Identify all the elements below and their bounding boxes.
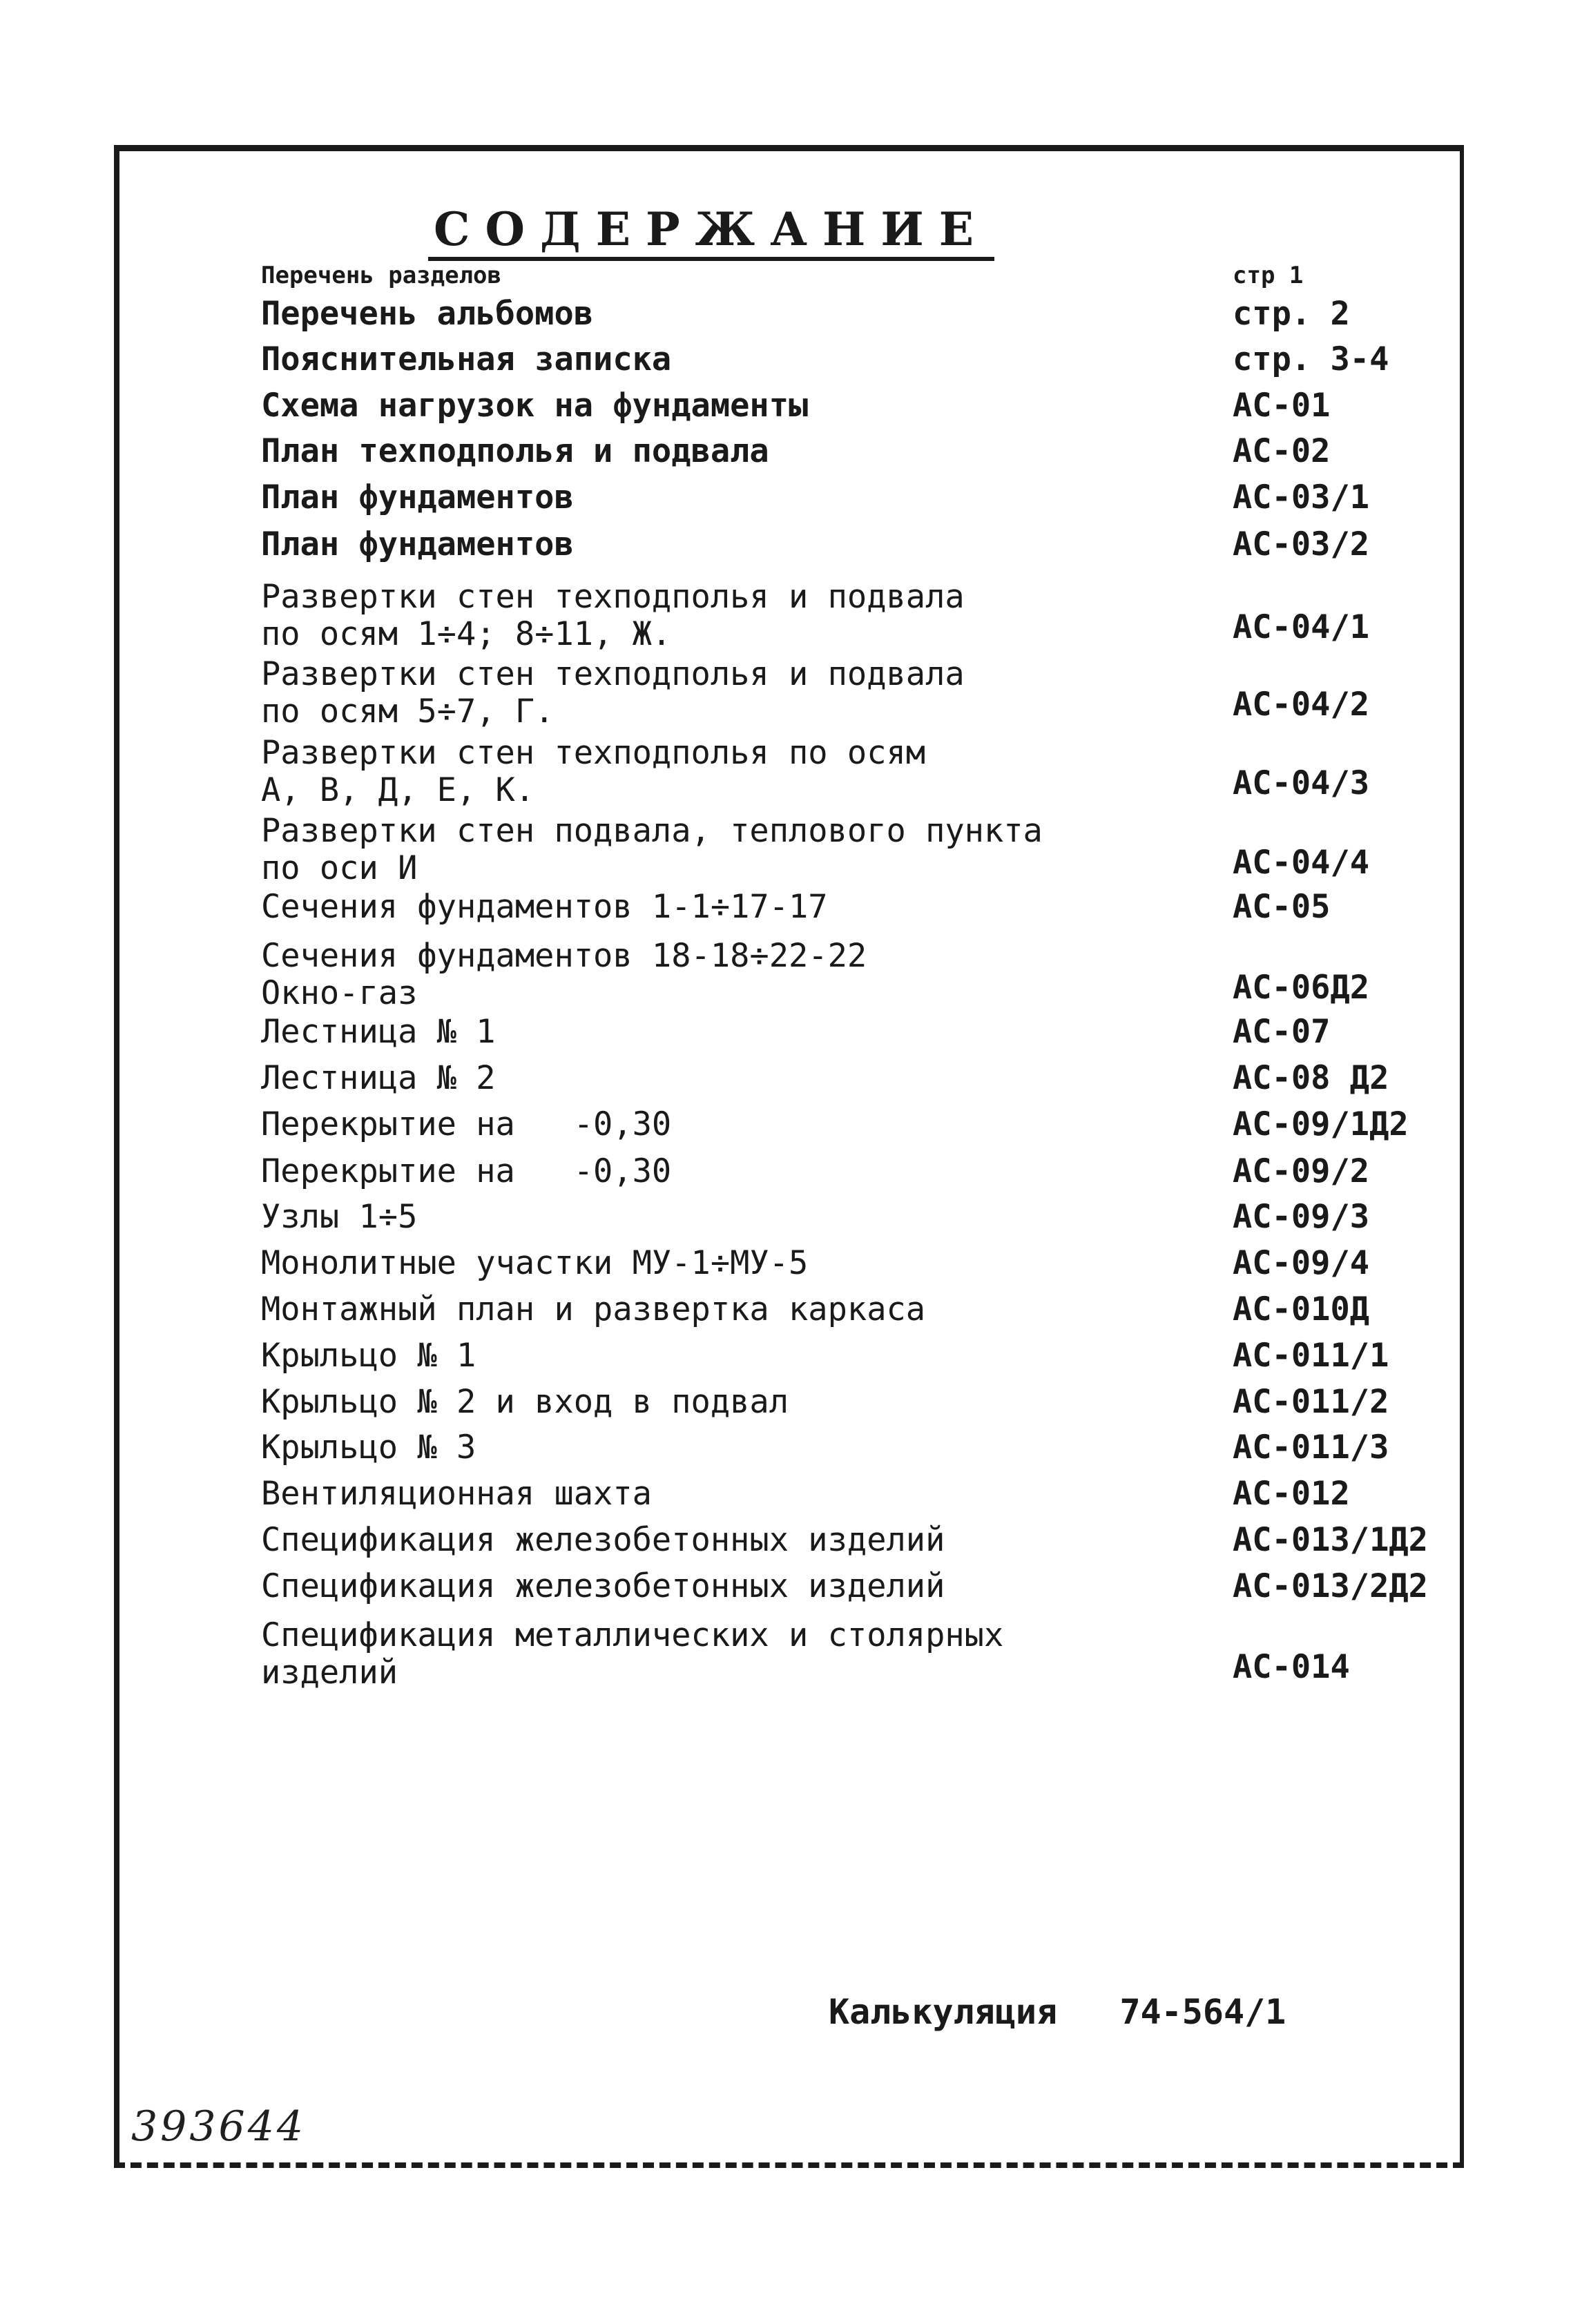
header-ref: стр 1 — [1233, 262, 1304, 289]
item-ref: АС-011/3 — [1233, 1429, 1389, 1466]
item-ref: АС-011/2 — [1233, 1383, 1389, 1421]
item-title: Сечения фундаментов 18-18÷22-22 Окно-газ — [261, 937, 867, 1012]
item-ref: АС-09/3 — [1233, 1198, 1370, 1236]
item-ref: АС-09/1Д2 — [1233, 1105, 1409, 1143]
item-ref: АС-07 — [1233, 1013, 1331, 1051]
item-title: Схема нагрузок на фундаменты — [261, 387, 809, 425]
item-title: Спецификация железобетонных изделий — [261, 1521, 945, 1559]
item-title: Сечения фундаментов 1-1÷17-17 — [261, 888, 828, 926]
item-ref: АС-04/3 — [1233, 764, 1370, 802]
item-ref: АС-011/1 — [1233, 1337, 1389, 1375]
item-ref: АС-04/4 — [1233, 844, 1370, 882]
item-ref: АС-03/2 — [1233, 525, 1370, 563]
item-title: Пояснительная записка — [261, 340, 672, 378]
item-title: Развертки стен техподполья и подвала по осям 1÷4; 8÷11, Ж. — [261, 578, 965, 653]
item-title: Крыльцо № 3 — [261, 1429, 476, 1466]
item-title: План фундаментов — [261, 525, 574, 563]
item-title: Монолитные участки МУ-1÷МУ-5 — [261, 1244, 809, 1282]
item-ref: АС-06Д2 — [1233, 969, 1370, 1007]
item-title: План фундаментов — [261, 478, 574, 516]
item-title: Лестница № 1 — [261, 1013, 496, 1051]
item-title: Перечень альбомов — [261, 295, 594, 333]
item-title: Крыльцо № 1 — [261, 1337, 476, 1375]
item-title: Крыльцо № 2 и вход в подвал — [261, 1383, 789, 1421]
item-title: Развертки стен техподполья и подвала по осям 5÷7, Г. — [261, 655, 965, 730]
item-title: Перекрытие на -0,30 — [261, 1152, 672, 1190]
item-ref: АС-03/1 — [1233, 478, 1370, 516]
item-ref: АС-04/2 — [1233, 686, 1370, 724]
item-title: Перекрытие на -0,30 — [261, 1105, 672, 1143]
item-ref: АС-05 — [1233, 888, 1331, 926]
item-ref: АС-010Д — [1233, 1290, 1370, 1328]
item-ref: АС-012 — [1233, 1475, 1350, 1513]
calculation-footer — [829, 1992, 1286, 2032]
item-ref: АС-02 — [1233, 432, 1331, 470]
item-ref: АС-04/1 — [1233, 608, 1370, 646]
item-ref: АС-09/4 — [1233, 1244, 1370, 1282]
item-title: Вентиляционная шахта — [261, 1475, 652, 1513]
calc-number: 74-564/1 — [1119, 1992, 1286, 2032]
item-ref: стр. 2 — [1233, 295, 1350, 333]
item-ref: АС-014 — [1233, 1648, 1350, 1686]
item-ref: стр. 3-4 — [1233, 340, 1389, 378]
item-ref: АС-01 — [1233, 387, 1331, 425]
item-title: План техподполья и подвала — [261, 432, 769, 470]
item-title: Развертки стен подвала, теплового пункта по оси И — [261, 812, 1043, 887]
item-title: Узлы 1÷5 — [261, 1198, 418, 1236]
calc-label: Калькуляция — [829, 1992, 1058, 2032]
item-ref: АС-09/2 — [1233, 1152, 1370, 1190]
item-ref: АС-013/2Д2 — [1233, 1567, 1428, 1605]
item-title: Монтажный план и развертка каркаса — [261, 1290, 926, 1328]
page-title: СОДЕРЖАНИЕ — [428, 202, 994, 261]
item-title: Развертки стен техподполья по осям А, В, Д, Е, К. — [261, 734, 926, 809]
handwritten-inventory-number: 393644 — [131, 2102, 307, 2151]
item-title: Спецификация железобетонных изделий — [261, 1567, 945, 1605]
header-label: Перечень разделов — [261, 262, 501, 289]
item-title: Лестница № 2 — [261, 1059, 496, 1097]
item-title: Спецификация металлических и столярных изделий — [261, 1616, 1004, 1692]
item-ref: АС-08 Д2 — [1233, 1059, 1389, 1097]
item-ref: АС-013/1Д2 — [1233, 1521, 1428, 1559]
